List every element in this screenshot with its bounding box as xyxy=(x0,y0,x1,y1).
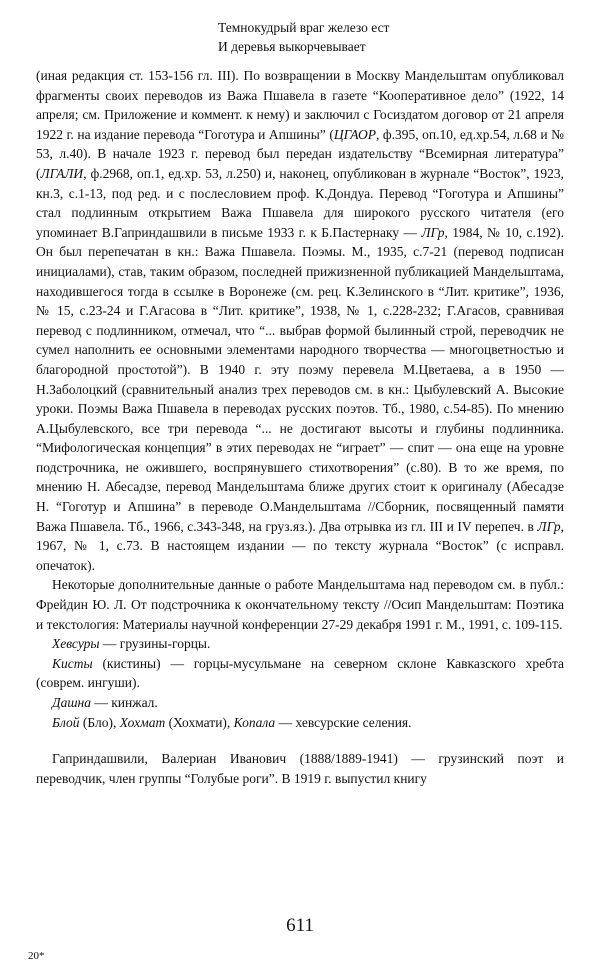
gloss-definition: (кистины) — горцы-мусульмане на северном склоне Кавказского хребта (соврем. ингуши). xyxy=(36,655,564,691)
paragraph-additional-data: Некоторые дополнительные данные о работе Мандельштама над переводом см. в публ.: Фрейдин Ю. Л. От подстрочника к окончательному тексту //Осип Мандельштам: Поэтика и текстология: Материалы научной конференции 27-29 декабря 1991 г. М., 1991, с. 109-115. xyxy=(36,577,564,632)
section-gap xyxy=(36,732,564,749)
commentary-text xyxy=(36,66,564,788)
journal-abbr: ЛГр xyxy=(537,518,561,534)
gloss-term: Кисты xyxy=(52,655,93,671)
text-run: , ф.2968, оп.1, ед.хр. 53, л.250) и, наконец, опубликован в журнале “Восток”, 1923, кн.3, с.1-13, под ред. и с послесловием проф. К.Дондуа. Перевод “Гоготура и Апшины” стал подлинным открытием Важа Пшавела для широкого русского читателя (его упоминает В.Гаприндашвили в письме 1933 г. к Б.Пастернаку — xyxy=(36,165,564,240)
gloss-term: Хевсуры xyxy=(52,636,100,652)
paragraph-gaprindashvili: Гаприндашвили, Валериан Иванович (1888/1889-1941) — грузинский поэт и переводчик, член группы “Голубые роги”. В 1919 г. выпустил книгу xyxy=(36,751,564,786)
gloss-term: Хохмат xyxy=(119,714,166,730)
text-run: , 1967, № 1, с.73. В настоящем издании — по тексту журнала “Восток” (с исправл. опечаток). xyxy=(36,518,564,573)
text-run: , 1984, № 10, с.192). Он был перепечатан в кн.: Важа Пшавела. Поэмы. М., 1935, с.7-21 (перевод подписан инициалами), став, таким образом, последней прижизненной публикацией Мандельштама, находившегося тогда в ссылке в Воронеже (см. рец. К.Зелинского в “Лит. критике”, 1936, № 15, с.23-24 и Г.Агасова в “Лит. критике”, 1938, № 1, с.228-232; Г.Агасов, сравнивая перевод с подлинником, отмечал, что “... выбрав формой былинный строй, переводчик не сумел наполнить ее основными элементами народного творчества — многоцветностью и благородной простотой”). В 1940 г. эту поэму перевела М.Цветаева, а в 1950 — Н.Заболоцкий (сравнительный анализ трех переводов см. в кн.: Цыбулевский А. Высокие уроки. Поэмы Важа Пшавела в переводах русских поэтов. Тб., 1980, с.54-85). По мнению А.Цыбулевского, все три перевода “... не достигают высоты и глубины подлинника. “Мифологическая концепция” в этих переводах не “играет” — спит — она еще на уровне подстрочника, не ожившего, воспрянувшего стихотворения” (с.80). В то же время, по мнению Н. Абесадзе, перевод Мандельштама ближе других стоит к оригиналу (Абесадзе Н. “Гоготур и Апшина” в переводе О.Мандельштама //Сборник, посвященный памяти Важа Пшавела. Тб., 1966, с.343-348, на груз.яз.). Два отрывка из гл. III и IV перепеч. в xyxy=(36,224,564,534)
text-run: (Бло), xyxy=(79,714,120,730)
archive-abbr: ЦГАОР xyxy=(333,126,376,142)
text-run: (иная редакция ст. 153-156 гл. III). По возвращении в Москву Мандельштам опубликовал фрагменты своих переводов из Важа Пшавела в газете “Кооперативное дело” (1922, 14 апреля; см. Приложение и коммент. к нему) и заключил с Госиздатом договор от 21 апреля 1922 г. на издание перевода “Гоготура и Апшины” ( xyxy=(36,68,564,142)
gloss-kists xyxy=(36,654,564,693)
epigraph-line: Темнокудрый враг железо ест xyxy=(218,20,390,35)
paragraph-publication-history xyxy=(36,66,564,575)
printer-signature-mark: 20* xyxy=(28,950,45,962)
gloss-term: Блой xyxy=(52,714,80,730)
gloss-definition: — грузины-горцы. xyxy=(99,636,211,652)
journal-abbr: ЛГр xyxy=(421,224,445,240)
text-run: (Хохмати), xyxy=(165,714,234,730)
gloss-term: Дашна xyxy=(52,695,91,710)
gloss-villages xyxy=(36,713,564,733)
epigraph xyxy=(218,18,389,56)
epigraph-line: И деревья выкорчевывает xyxy=(218,39,366,54)
gloss-definition: — кинжал. xyxy=(90,695,158,710)
gloss-khevsurs xyxy=(36,634,564,654)
text-run: , ф.395, оп.10, ед.хр.54, л.68 и № 53, л.40). В начале 1923 г. перевод был передан издательству “Всемирная литература” ( xyxy=(36,126,564,181)
gloss-dashna xyxy=(36,693,564,713)
archive-abbr: ЛГАЛИ xyxy=(40,165,84,181)
gloss-definition: — хевсурские селения. xyxy=(275,714,412,730)
gloss-term: Копала xyxy=(233,714,276,730)
page-number: 611 xyxy=(286,915,314,936)
